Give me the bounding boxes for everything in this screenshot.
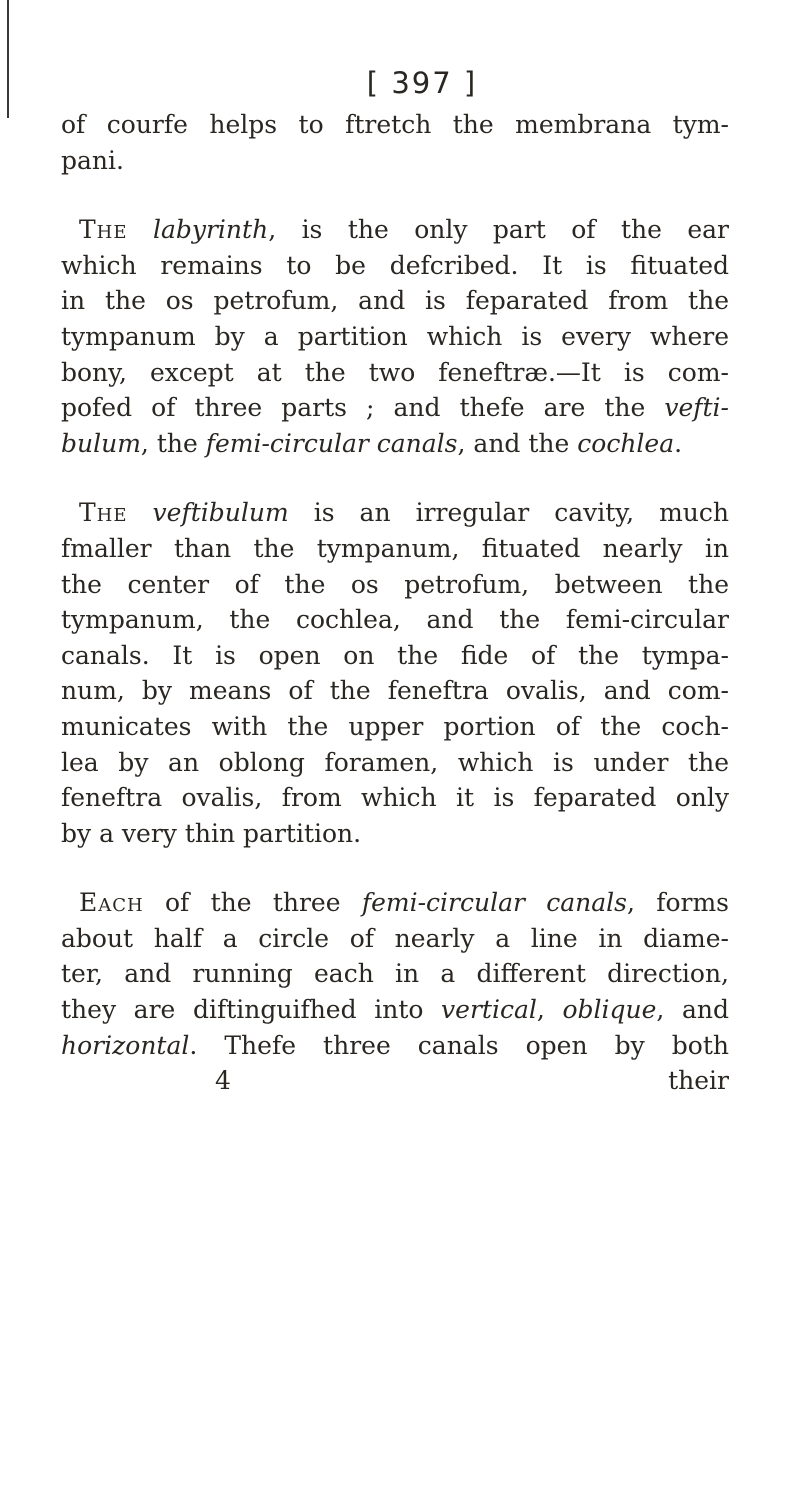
page-footer — [61, 1063, 729, 1099]
text-line: The veftibulum is an irregular cavity, much — [79, 498, 729, 528]
text-line: by a very thin partition. — [61, 818, 362, 848]
signature-mark: 4 — [215, 1066, 231, 1096]
text-line: Each of the three femi-circular canals, forms — [79, 888, 729, 918]
text-line: of courfe helps to ftretch the membrana tym- — [61, 110, 729, 139]
text-line: fmaller than the tympanum, fituated nearly in — [61, 533, 729, 563]
page-edge-line — [7, 0, 9, 118]
paragraph-labyrinth — [61, 212, 729, 461]
text-line: tympanum by a partition which is every where — [61, 321, 729, 351]
text-line: which remains to be defcribed. It is fituated — [61, 250, 729, 280]
catchword: their — [668, 1066, 729, 1096]
text-line: horizontal. Thefe three canals open by both — [61, 1030, 729, 1060]
text-line: bulum, the femi-circular canals, and the cochlea. — [61, 428, 683, 458]
text-line: about half a circle of nearly a line in diame- — [61, 923, 729, 953]
text-line: tympanum, the cochlea, and the femi-circular — [61, 605, 729, 635]
page-number: [ 397 ] — [366, 66, 478, 100]
paragraph-semicircular-canals — [61, 885, 729, 1063]
text-line: pani. — [61, 145, 124, 175]
text-line: bony, except at the two feneftræ.—It is com- — [61, 357, 729, 387]
text-line: canals. It is open on the fide of the tympa- — [61, 640, 729, 670]
paragraph-continuation — [61, 107, 729, 178]
text-line: feneftra ovalis, from which it is feparated only — [61, 783, 729, 813]
text-line: municates with the upper portion of the coch- — [61, 711, 729, 741]
text-line: lea by an oblong foramen, which is under the — [61, 747, 729, 777]
book-page — [61, 64, 729, 1099]
paragraph-vestibulum — [61, 495, 729, 851]
text-line: num, by means of the feneftra ovalis, and com- — [61, 676, 729, 706]
text-line: they are diftinguifhed into vertical, oblique, and — [61, 995, 729, 1025]
text-line: in the os petrofum, and is feparated from the — [61, 286, 729, 316]
text-line: The labyrinth, is the only part of the ear — [79, 215, 729, 245]
text-line: ter, and running each in a different direction, — [61, 959, 729, 989]
text-line: pofed of three parts ; and thefe are the vefti- — [61, 393, 729, 423]
text-line: the center of the os petrofum, between the — [61, 569, 729, 599]
